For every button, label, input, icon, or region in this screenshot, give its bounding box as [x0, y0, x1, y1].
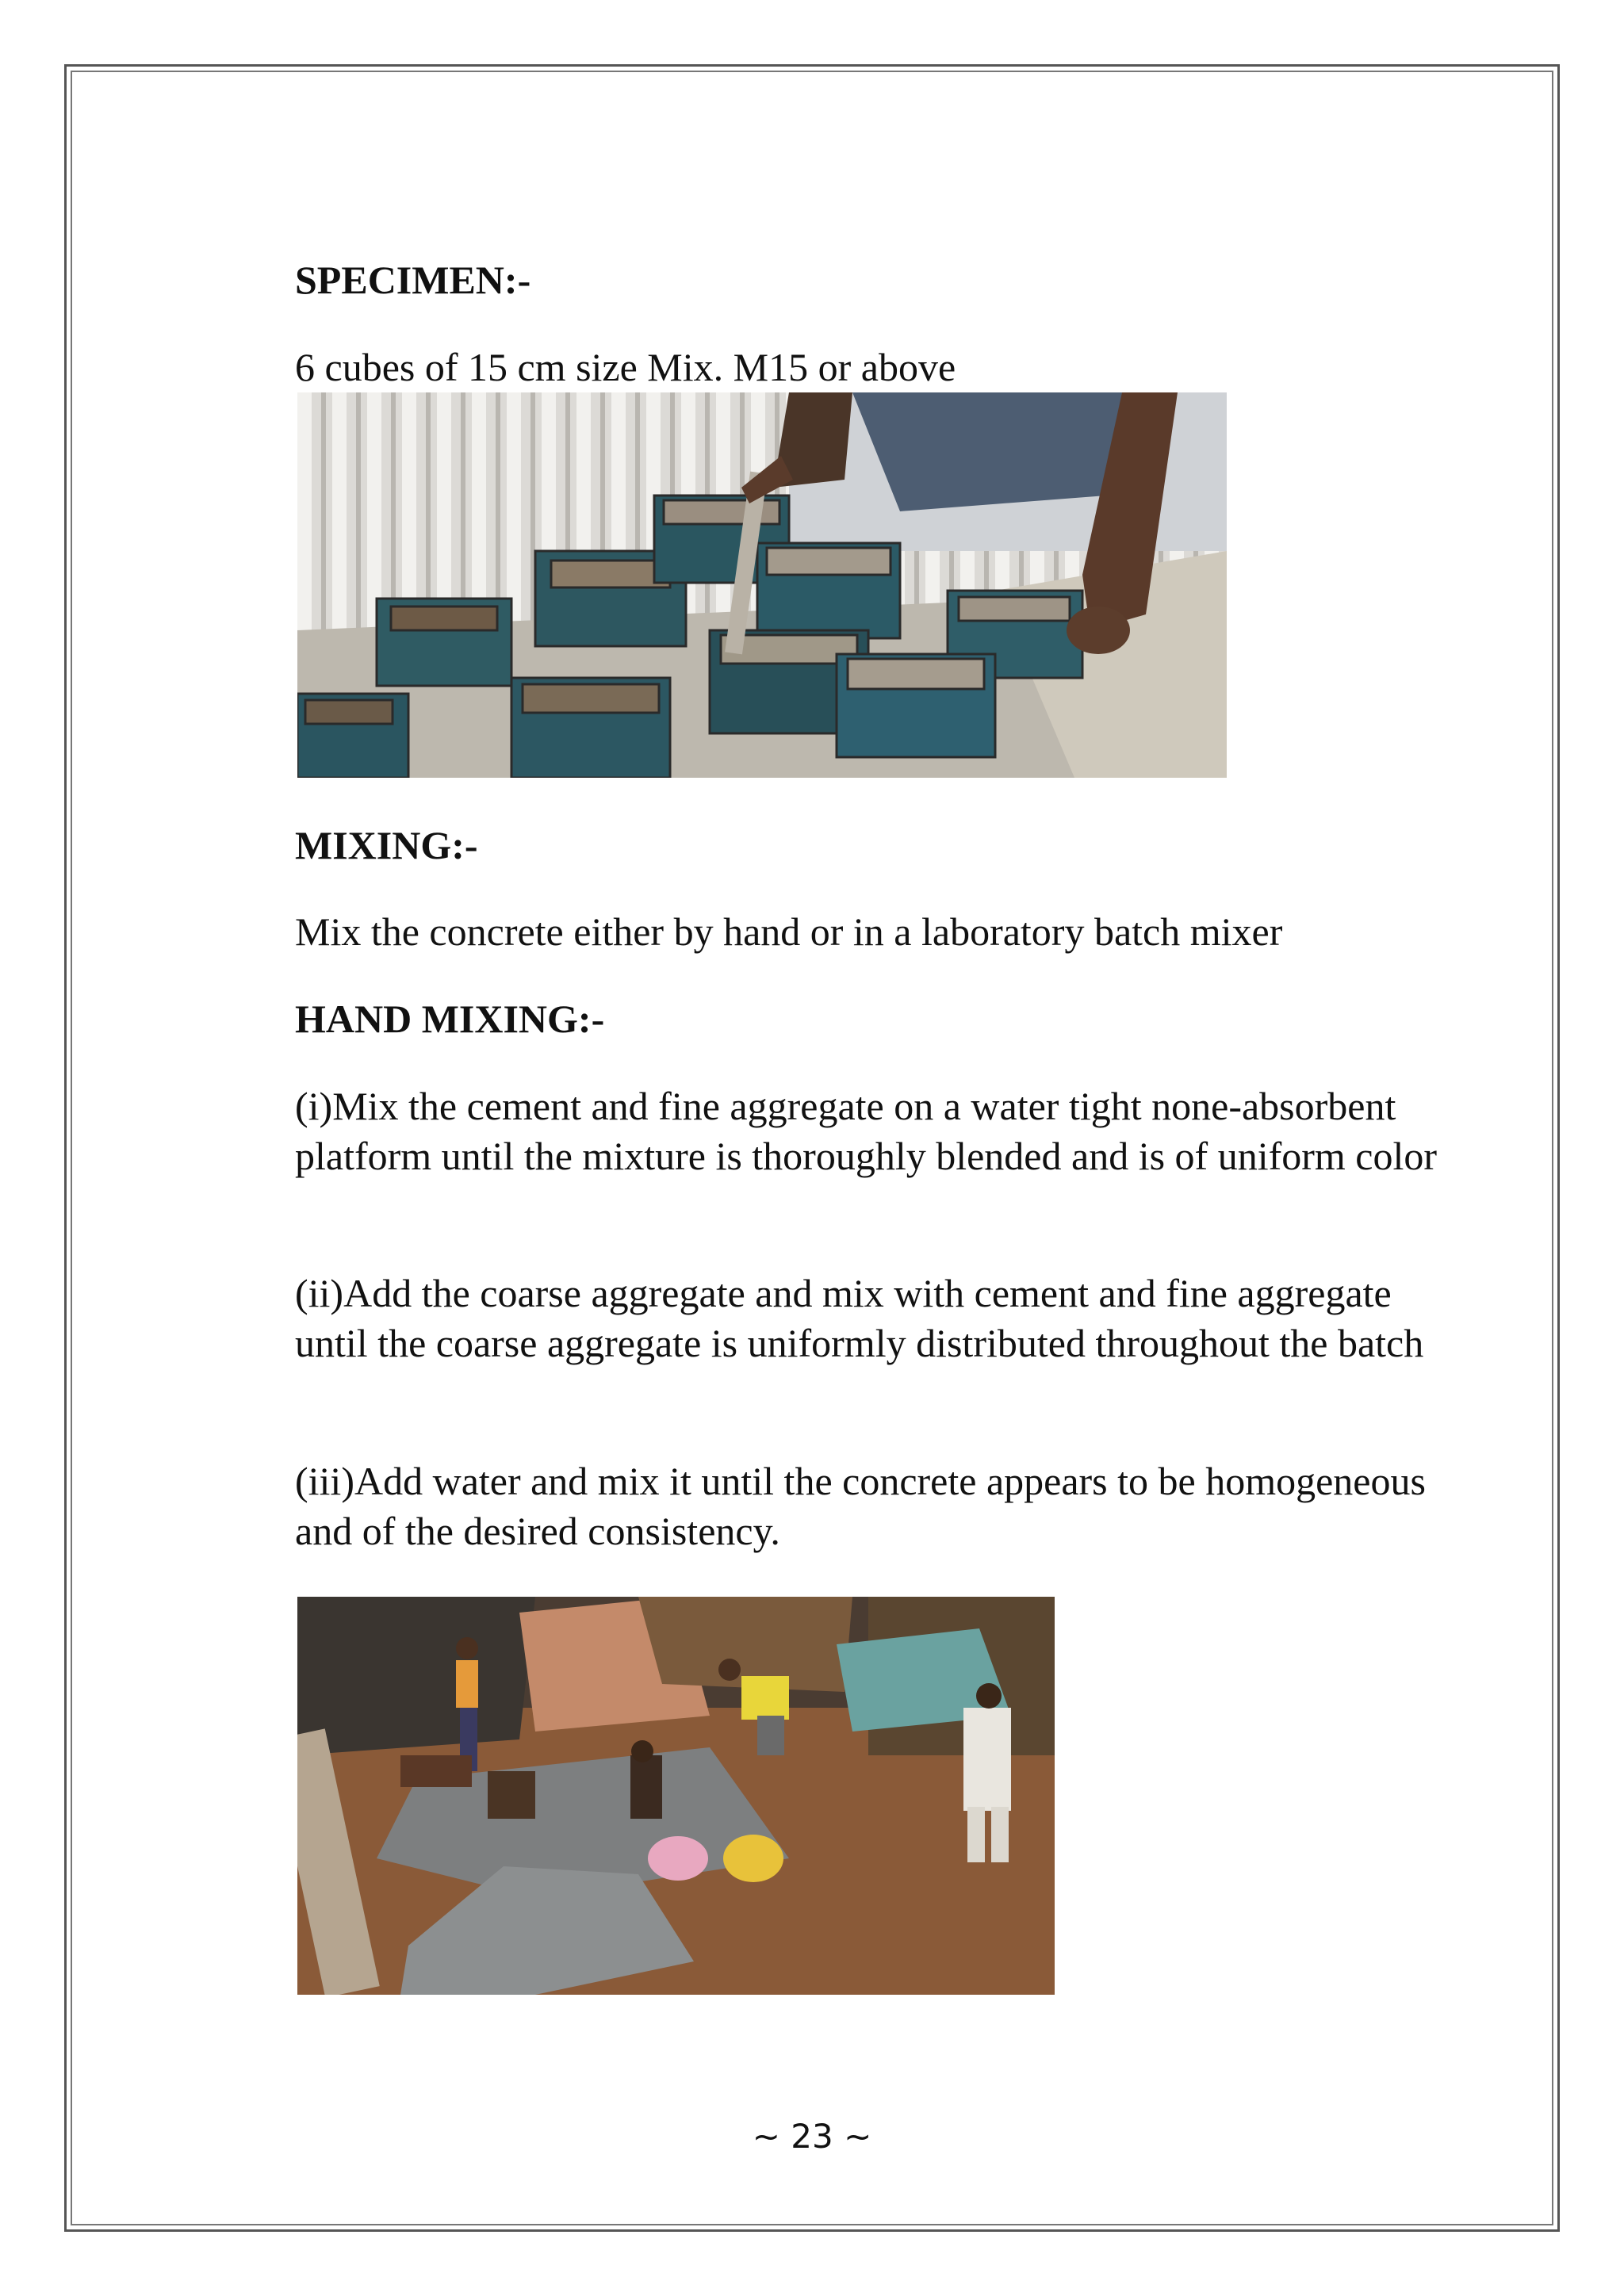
page-number: ~ 23 ~: [752, 2117, 872, 2156]
specimen-text: 6 cubes of 15 cm size Mix. M15 or above: [295, 345, 956, 389]
hand-mixing-photo: [297, 1597, 1055, 1995]
hand-mixing-heading: HAND MIXING:-: [295, 997, 605, 1041]
specimen-heading: SPECIMEN:-: [295, 258, 531, 302]
mixing-text: Mix the concrete either by hand or in a laboratory batch mixer: [295, 909, 1283, 954]
step-2: (ii)Add the coarse aggregate and mix with cement and fine aggregate until the coarse aggregate is uniformly distributed throughout the batch: [295, 1271, 1424, 1365]
step-1: (i)Mix the cement and fine aggregate on a water tight none-absorbent platform until the mixture is thoroughly blended and is of uniform color: [295, 1084, 1438, 1178]
mixing-heading: MIXING:-: [295, 823, 478, 867]
cube-moulds-photo: [297, 392, 1227, 778]
step-3: (iii)Add water and mix it until the concrete appears to be homogeneous and of the desired consistency.: [295, 1459, 1426, 1553]
